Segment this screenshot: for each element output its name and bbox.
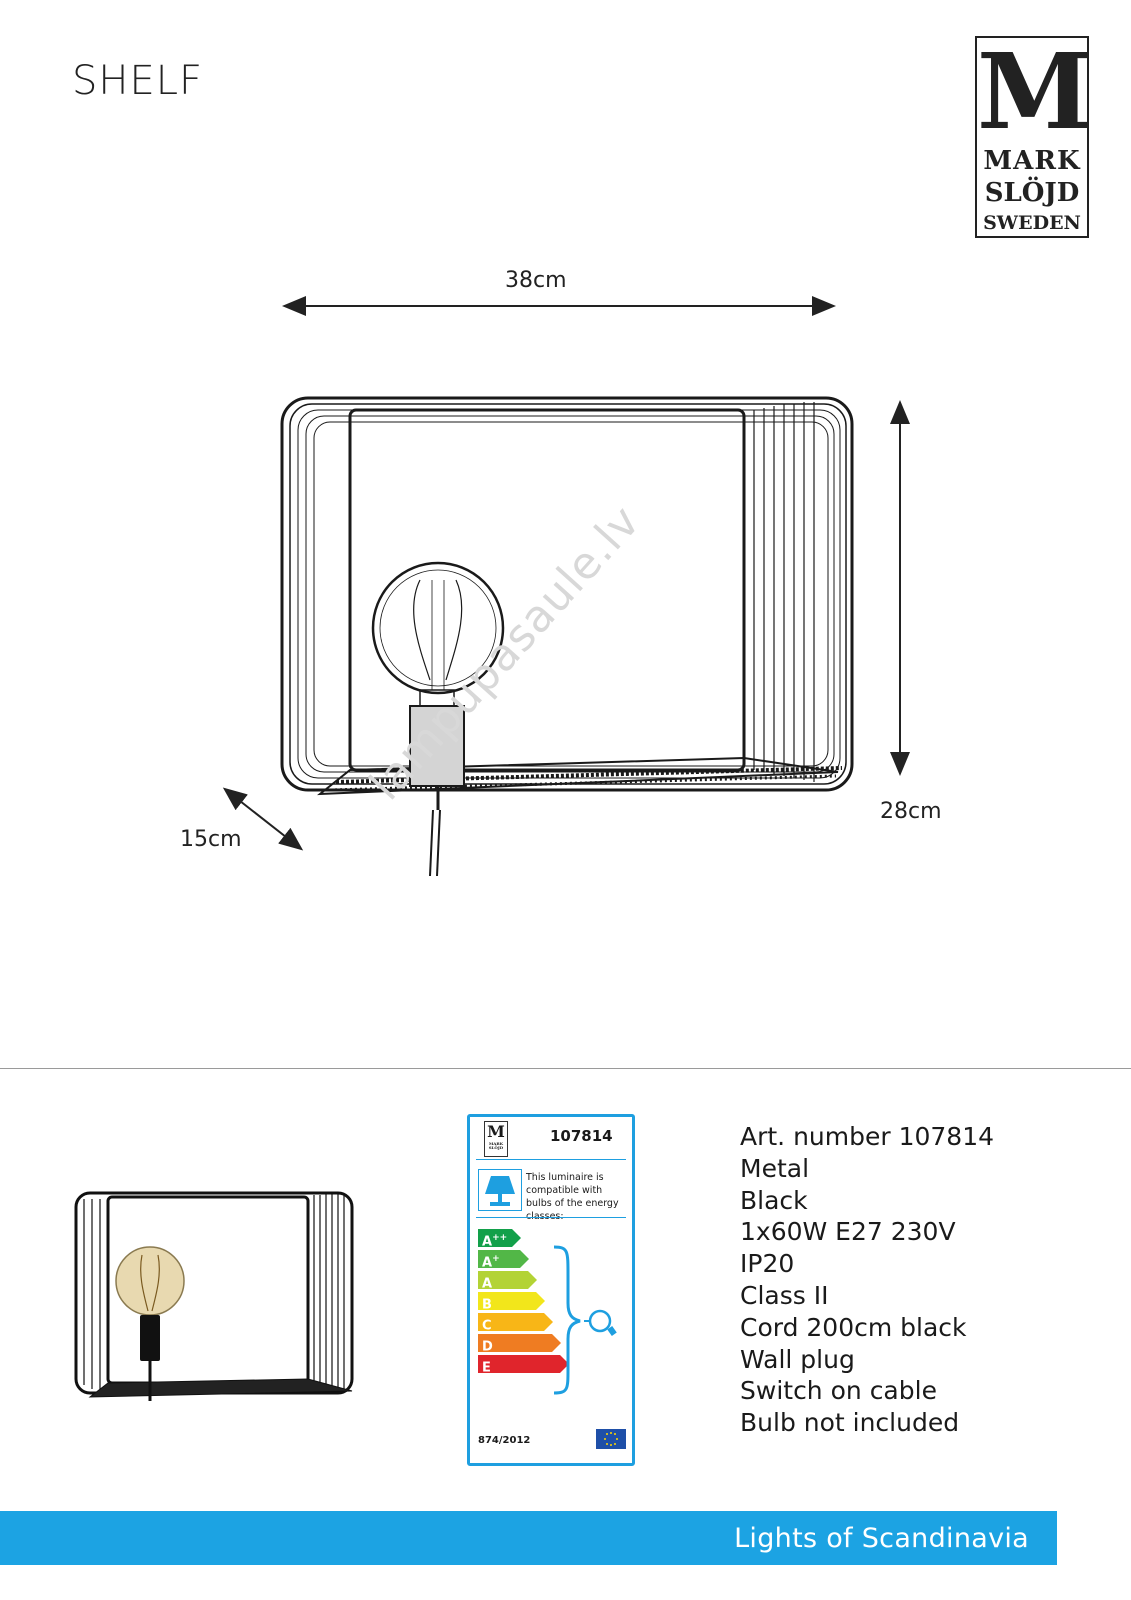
- energy-label-regulation: 874/2012: [478, 1435, 531, 1446]
- spec-line: Bulb not included: [740, 1408, 960, 1438]
- energy-label-compat-text: This luminaire is compatible with bulbs of the energy: [526, 1172, 619, 1209]
- spec-line: Art. number 107814: [740, 1122, 995, 1151]
- spec-line: Class II: [740, 1280, 829, 1310]
- spec-line: IP20: [740, 1249, 795, 1279]
- dimension-width-label: 38cm: [505, 268, 567, 293]
- logo-line-2: SLÖJD: [984, 178, 1080, 208]
- dimension-height-label: 28cm: [880, 799, 942, 824]
- dimension-depth-label: 15cm: [180, 827, 242, 852]
- spec-line: 1x60W E27 230V: [740, 1217, 956, 1247]
- energy-label-card: [467, 1114, 635, 1466]
- energy-class-bar: B: [478, 1292, 536, 1310]
- page-title: SHELF: [72, 58, 204, 104]
- logo-line-1: MARK: [983, 146, 1081, 176]
- eu-flag-icon: [596, 1429, 626, 1449]
- energy-class-bar: A+: [478, 1250, 520, 1268]
- energy-class-bar: C: [478, 1313, 544, 1331]
- section-divider: [0, 1068, 1131, 1069]
- spec-line: Metal: [740, 1153, 810, 1183]
- watermark: lampupasaule.lv: [360, 495, 651, 811]
- spec-line: Black: [740, 1185, 808, 1215]
- logo-letter: M: [977, 30, 1089, 153]
- spec-list: [740, 1121, 994, 1439]
- spec-line: Wall plug: [740, 1344, 855, 1374]
- lamp-icon: [478, 1169, 522, 1211]
- energy-label-rule: [476, 1159, 626, 1160]
- energy-label-rule: [476, 1217, 626, 1218]
- bracket-bulb-icon: [550, 1245, 624, 1395]
- energy-class-bar: A: [478, 1271, 528, 1289]
- energy-class-bar: D: [478, 1334, 552, 1352]
- energy-label-article: 107814: [550, 1127, 613, 1145]
- energy-class-bar: E: [478, 1355, 560, 1373]
- spec-line: Switch on cable: [740, 1376, 937, 1406]
- energy-class-bar: A++: [478, 1229, 512, 1247]
- footer-tagline: Lights of Scandinavia: [734, 1523, 1029, 1554]
- footer-bar: [0, 1511, 1057, 1565]
- spec-line: Cord 200cm black: [740, 1312, 967, 1342]
- energy-label-logo: M MARK SLÖJD: [484, 1121, 508, 1157]
- product-photo: [70, 1185, 360, 1421]
- logo-line-3: SWEDEN: [983, 212, 1081, 234]
